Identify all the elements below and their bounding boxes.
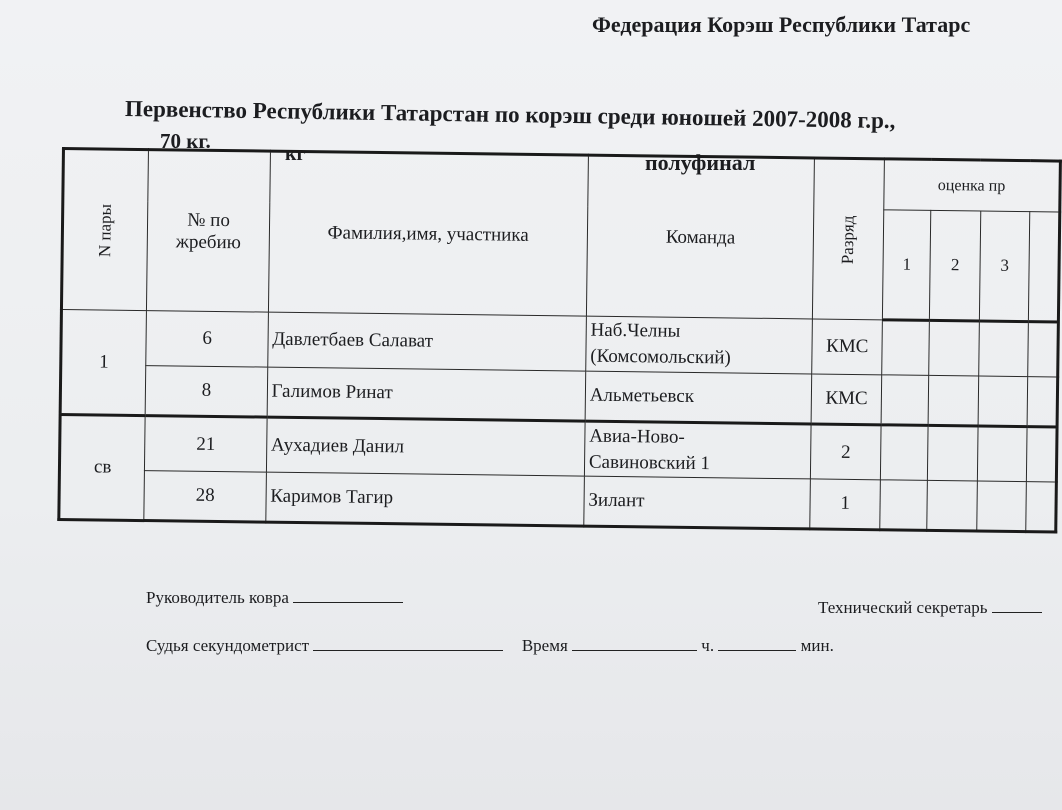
score-cell [978, 376, 1028, 427]
score-cell [881, 375, 929, 426]
score-cell [929, 375, 979, 426]
time-label: Время [521, 636, 568, 655]
team-line-2: (Комсомольский) [590, 345, 731, 369]
rank: КМС [812, 319, 882, 375]
team-cell [586, 316, 813, 374]
hours-line [572, 638, 697, 651]
team-line-1: Альметьевск [589, 384, 695, 407]
score-cell [977, 481, 1027, 532]
header-name-cell [268, 151, 588, 316]
header-rank: Разряд [838, 214, 858, 264]
participant-name: Каримов Тагир [265, 472, 584, 526]
team-line-2: Савиновский 1 [588, 451, 711, 474]
team-cell [584, 476, 811, 529]
weight-category: 70 кг. [160, 129, 211, 153]
federation-name: Федерация Корэш Республики Татарс [592, 12, 971, 37]
timekeeper-signature [146, 636, 834, 656]
header-draw: № по жребию [175, 209, 242, 253]
bracket-table-wrap [57, 147, 1062, 534]
pair-number: 1 [60, 310, 147, 416]
minutes-line [718, 638, 796, 651]
draw-number: 8 [146, 366, 268, 418]
score-cell [882, 320, 930, 376]
header-pair-cell [61, 149, 148, 311]
bracket-table [57, 147, 1062, 534]
score-cell [1026, 482, 1056, 532]
header-draw-cell [147, 150, 270, 313]
team-line-1: Наб.Челны [590, 319, 681, 342]
score-cell [880, 480, 928, 531]
document-title: Первенство Республики Татарстан по корэш среди юношей 2007-2008 г.р., [124, 96, 896, 134]
competition-stage: полуфинал [645, 150, 756, 175]
header-team-cell [586, 155, 814, 319]
timekeeper-label: Судья секундометрист [146, 636, 310, 655]
team-line-1: Авиа-Ново- [589, 425, 685, 448]
header-score-cell [884, 159, 1061, 212]
table-header-row-top [63, 149, 1061, 213]
header-score: оценка пр [937, 176, 1006, 195]
score-cell [1028, 322, 1058, 377]
tech-secretary-label: Технический секретарь [818, 598, 988, 617]
score-cell [928, 425, 978, 481]
score-cell [1027, 377, 1057, 427]
header-rank-cell [813, 158, 885, 320]
header-pair: N пары [95, 203, 115, 257]
score-cell [979, 321, 1029, 377]
signature-line [992, 600, 1042, 613]
minutes-label: мин. [800, 636, 834, 655]
score-col-2: 2 [930, 210, 981, 321]
draw-number: 21 [145, 416, 267, 473]
rank: КМС [811, 374, 881, 425]
header-name: Фамилия,имя, участника [327, 221, 529, 246]
score-cell [1027, 427, 1057, 482]
signature-line [313, 638, 503, 651]
score-cell [977, 426, 1027, 482]
draw-number: 28 [144, 471, 266, 523]
participant-name: Давлетбаев Салават [267, 312, 586, 371]
participant-name: Галимов Ринат [267, 367, 586, 421]
weight-unit: кг [285, 143, 306, 165]
rank: 1 [810, 479, 880, 530]
signature-line [293, 590, 403, 603]
team-cell [584, 421, 811, 479]
mat-head-signature [146, 588, 403, 608]
team-cell [585, 371, 812, 424]
rank: 2 [811, 424, 881, 480]
header-team: Команда [665, 226, 736, 248]
pair-number: св [59, 414, 146, 520]
team-line-1: Зилант [588, 489, 645, 512]
participant-name: Аухадиев Данил [266, 417, 585, 476]
score-col-3: 3 [979, 211, 1030, 322]
score-cell [929, 320, 979, 376]
mat-head-label: Руководитель ковра [146, 588, 289, 607]
score-cell [880, 425, 928, 481]
score-cell [927, 480, 977, 531]
score-col-4 [1029, 212, 1060, 322]
draw-number: 6 [146, 311, 268, 368]
score-col-1: 1 [882, 210, 931, 321]
hours-label: ч. [701, 636, 715, 655]
tech-secretary-signature [818, 598, 1042, 618]
